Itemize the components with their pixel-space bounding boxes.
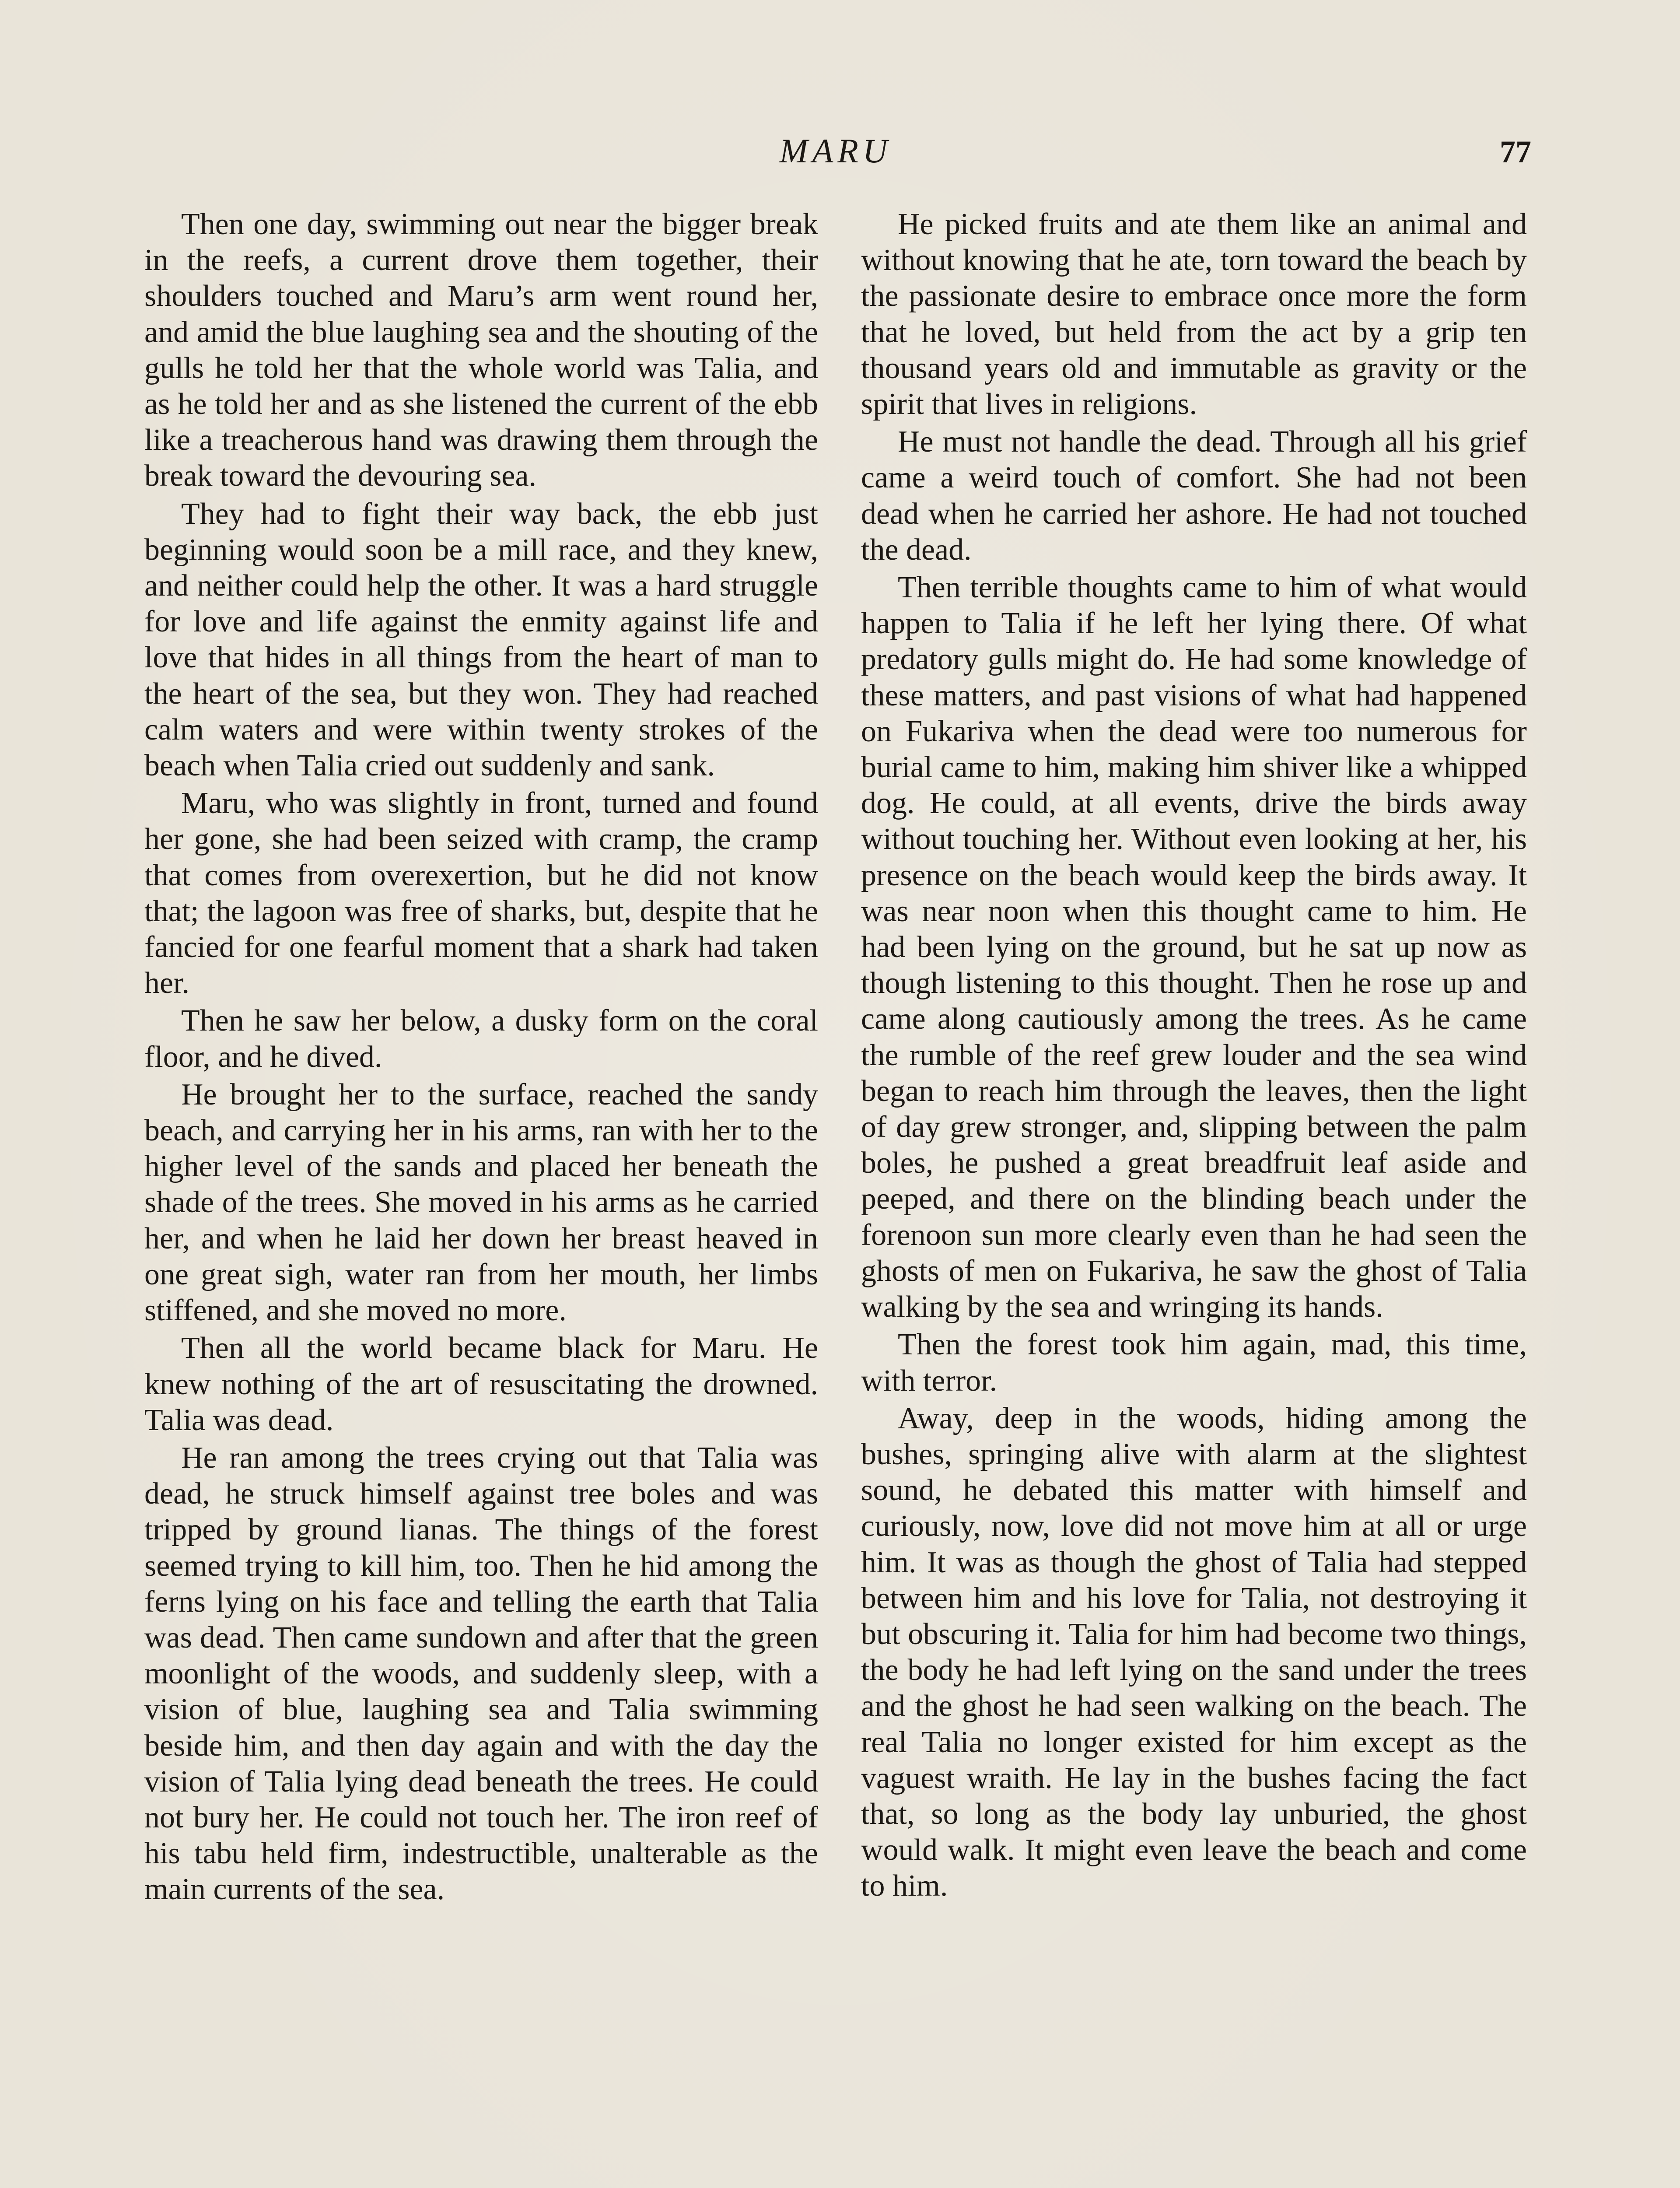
paragraph: He picked fruits and ate them like an animal and without knowing that he ate, torn toward the beach by the passionate desire to embrace once more the form that he loved, but held from the act by a grip ten thousand years old and immutable as gravity or the spirit that lives in religions. — [861, 207, 1527, 421]
paragraph: Then terrible thoughts came to him of what would happen to Talia if he left her lying there. Of what predatory gulls might do. He had some knowledge of these matters, and past visions of what had happened on Fukariva when the dead were too numerous for burial came to him, making him shiver like a whipped dog. He could, at all events, drive the birds away without touching her. Without even looking at her, his presence on the beach would keep the birds away. It was near noon when this thought came to him. He had been lying on the ground, but he sat up now as though listening to this thought. Then he rose up and came along cautiously among the trees. As he came the rumble of the reef grew louder and the sea wind began to reach him through the leaves, then the light of day grew stronger, and, slipping between the palm boles, he pushed a great breadfruit leaf aside and peeped, and there on the blinding beach under the forenoon sun more clearly even than he had seen the ghosts of men on Fukariva, he saw the ghost of Talia walking by the sea and wringing its hands. — [861, 571, 1527, 1324]
left-column — [144, 207, 818, 1908]
paragraph: He must not handle the dead. Through all his grief came a weird touch of comfort. She had not been dead when he carried her ashore. He had not touched the dead. — [861, 425, 1527, 567]
paragraph: He ran among the trees crying out that Talia was dead, he struck himself against tree boles and was tripped by ground lianas. The things of the forest seemed trying to kill him, too. Then he hid among the ferns lying on his face and telling the earth that Talia was dead. Then came sundown and after that the green moonlight of the woods, and suddenly sleep, with a vision of blue, laughing sea and Talia swimming beside him, and then day again and with the day the vision of Talia lying dead beneath the trees. He could not bury her. He could not touch her. The iron reef of his tabu held firm, indestructible, unalterable as the main currents of the sea. — [144, 1441, 818, 1907]
page-number: 77 — [1500, 134, 1531, 169]
paragraph: They had to fight their way back, the ebb just beginning would soon be a mill race, and they knew, and neither could help the other. It was a hard struggle for love and life against the enmity against life and love that hides in all things from the heart of man to the heart of the sea, but they won. They had reached calm waters and were within twenty strokes of the beach when Talia cried out suddenly and sank. — [144, 497, 818, 783]
paragraph: Then he saw her below, a dusky form on the coral floor, and he dived. — [144, 1004, 818, 1074]
paragraph: He brought her to the surface, reached the sandy beach, and carrying her in his arms, ran with her to the higher level of the sands and placed her beneath the shade of the trees. She moved in his arms as he carried her, and when he laid her down her breast heaved in one great sigh, water ran from her mouth, her limbs stiffened, and she moved no more. — [144, 1077, 818, 1328]
paragraph: Away, deep in the woods, hiding among the bushes, springing alive with alarm at the slightest sound, he debated this matter with himself and curiously, now, love did not move him at all or urge him. It was as though the ghost of Talia had stepped between him and his love for Talia, not destroying it but obscuring it. Talia for him had become two things, the body he had left lying on the sand under the trees and the ghost he had seen walking on the beach. The real Talia no longer existed for him except as the vaguest wraith. He lay in the bushes facing the fact that, so long as the body lay unburied, the ghost would walk. It might even leave the beach and come to him. — [861, 1401, 1527, 1903]
paragraph: Then one day, swimming out near the bigger break in the reefs, a current drove them together, their shoulders touched and Maru’s arm went round her, and amid the blue laughing sea and the shouting of the gulls he told her that the whole world was Talia, and as he told her and as she listened the current of the ebb like a treacherous hand was drawing them through the break toward the devouring sea. — [144, 207, 818, 493]
right-column — [861, 207, 1527, 1904]
paragraph: Then all the world became black for Maru. He knew nothing of the art of resuscitating the drowned. Talia was dead. — [144, 1331, 818, 1437]
paragraph: Then the forest took him again, mad, this time, with terror. — [861, 1328, 1527, 1398]
running-title: MARU — [779, 132, 892, 170]
paragraph: Maru, who was slightly in front, turned and found her gone, she had been seized with cramp, the cramp that comes from overexertion, but he did not know that; the lagoon was free of sharks, but, despite that he fancied for one fearful moment that a shark had taken her. — [144, 786, 818, 1000]
